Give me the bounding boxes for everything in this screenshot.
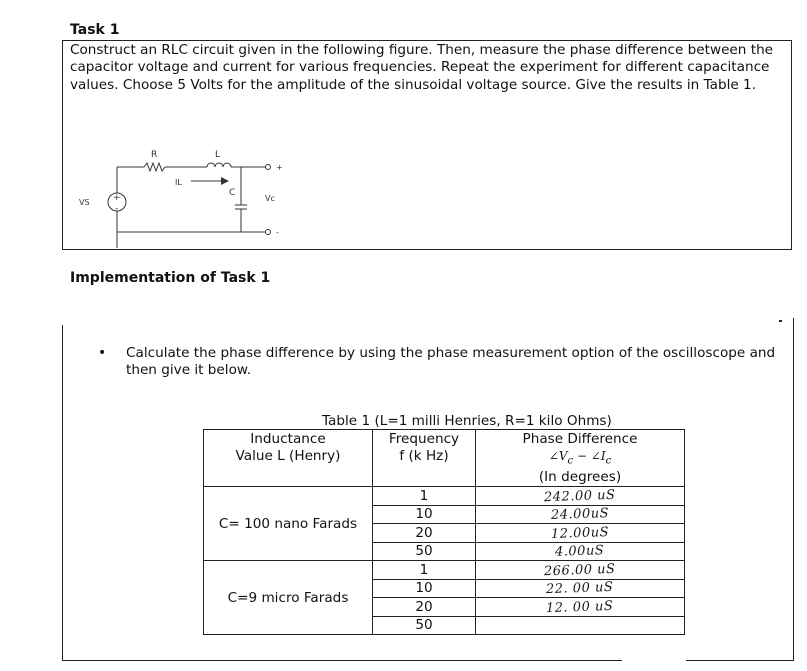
freq-cell: 10	[373, 579, 476, 598]
results-table	[203, 429, 685, 635]
phase-cell: 4.00uS	[476, 542, 685, 561]
phase-cell: 266.00 uS	[476, 561, 685, 580]
table-row	[204, 487, 685, 506]
inductor-symbol	[207, 163, 231, 167]
freq-cell: 20	[373, 524, 476, 543]
task-box	[62, 40, 792, 250]
impl-box-border-left	[62, 325, 63, 661]
source-plus-label: +	[113, 193, 121, 203]
label-plus: +	[276, 163, 283, 172]
group-label-100nf: C= 100 nano Farads	[204, 487, 373, 561]
bullet-dot: •	[98, 345, 107, 361]
implementation-title: Implementation of Task 1	[70, 270, 271, 286]
task-title: Task 1	[70, 22, 120, 38]
label-c: C	[229, 188, 236, 198]
header-phase-difference: Phase Difference $\angle V_c$ − $\angle I_c$ (In degrees)	[476, 430, 685, 487]
freq-cell: 50	[373, 542, 476, 561]
current-arrow-icon	[221, 177, 229, 185]
label-vs: VS	[79, 198, 90, 207]
phase-cell: 242.00 uS	[476, 487, 685, 506]
phase-cell: 22. 00 uS	[476, 579, 685, 598]
label-vc: Vc	[265, 194, 275, 203]
resistor-symbol	[144, 163, 165, 171]
terminal-plus	[266, 165, 271, 170]
freq-cell: 1	[373, 561, 476, 580]
freq-cell: 50	[373, 616, 476, 635]
phase-cell	[476, 616, 685, 635]
rlc-circuit-diagram	[69, 143, 299, 248]
source-minus-label: -	[115, 204, 119, 214]
table-header-row	[204, 430, 685, 487]
bullet-instruction: Calculate the phase difference by using the phase measurement option of the oscilloscope and then give it below.	[126, 345, 776, 378]
label-minus: -	[276, 228, 279, 237]
group-label-9uf: C=9 micro Farads	[204, 561, 373, 635]
label-r: R	[151, 150, 158, 160]
table-caption: Table 1 (L=1 milli Henries, R=1 kilo Ohms)	[322, 413, 612, 429]
phase-cell: 12. 00 uS	[476, 598, 685, 617]
header-inductance: Inductance Value L (Henry)	[204, 430, 373, 487]
tick-mark	[779, 320, 782, 322]
phase-cell: 24.00uS	[476, 505, 685, 524]
table-row	[204, 561, 685, 580]
label-l: L	[215, 150, 221, 160]
phase-cell: 12.00uS	[476, 524, 685, 543]
impl-box-border-bottom	[62, 660, 622, 661]
freq-cell: 10	[373, 505, 476, 524]
task-description: Construct an RLC circuit given in the following figure. Then, measure the phase difference between the capacitor voltage and current for various frequencies. Repeat the experiment for different capacitance values. Choose 5 Volts for the amplitude of the sinusoidal voltage source. Give the results in Table 1.	[70, 42, 774, 93]
terminal-minus	[266, 230, 271, 235]
label-il: IL	[175, 178, 182, 187]
freq-cell: 1	[373, 487, 476, 506]
header-frequency: Frequency f (k Hz)	[373, 430, 476, 487]
impl-box-border-bottom-right	[686, 660, 794, 661]
freq-cell: 20	[373, 598, 476, 617]
